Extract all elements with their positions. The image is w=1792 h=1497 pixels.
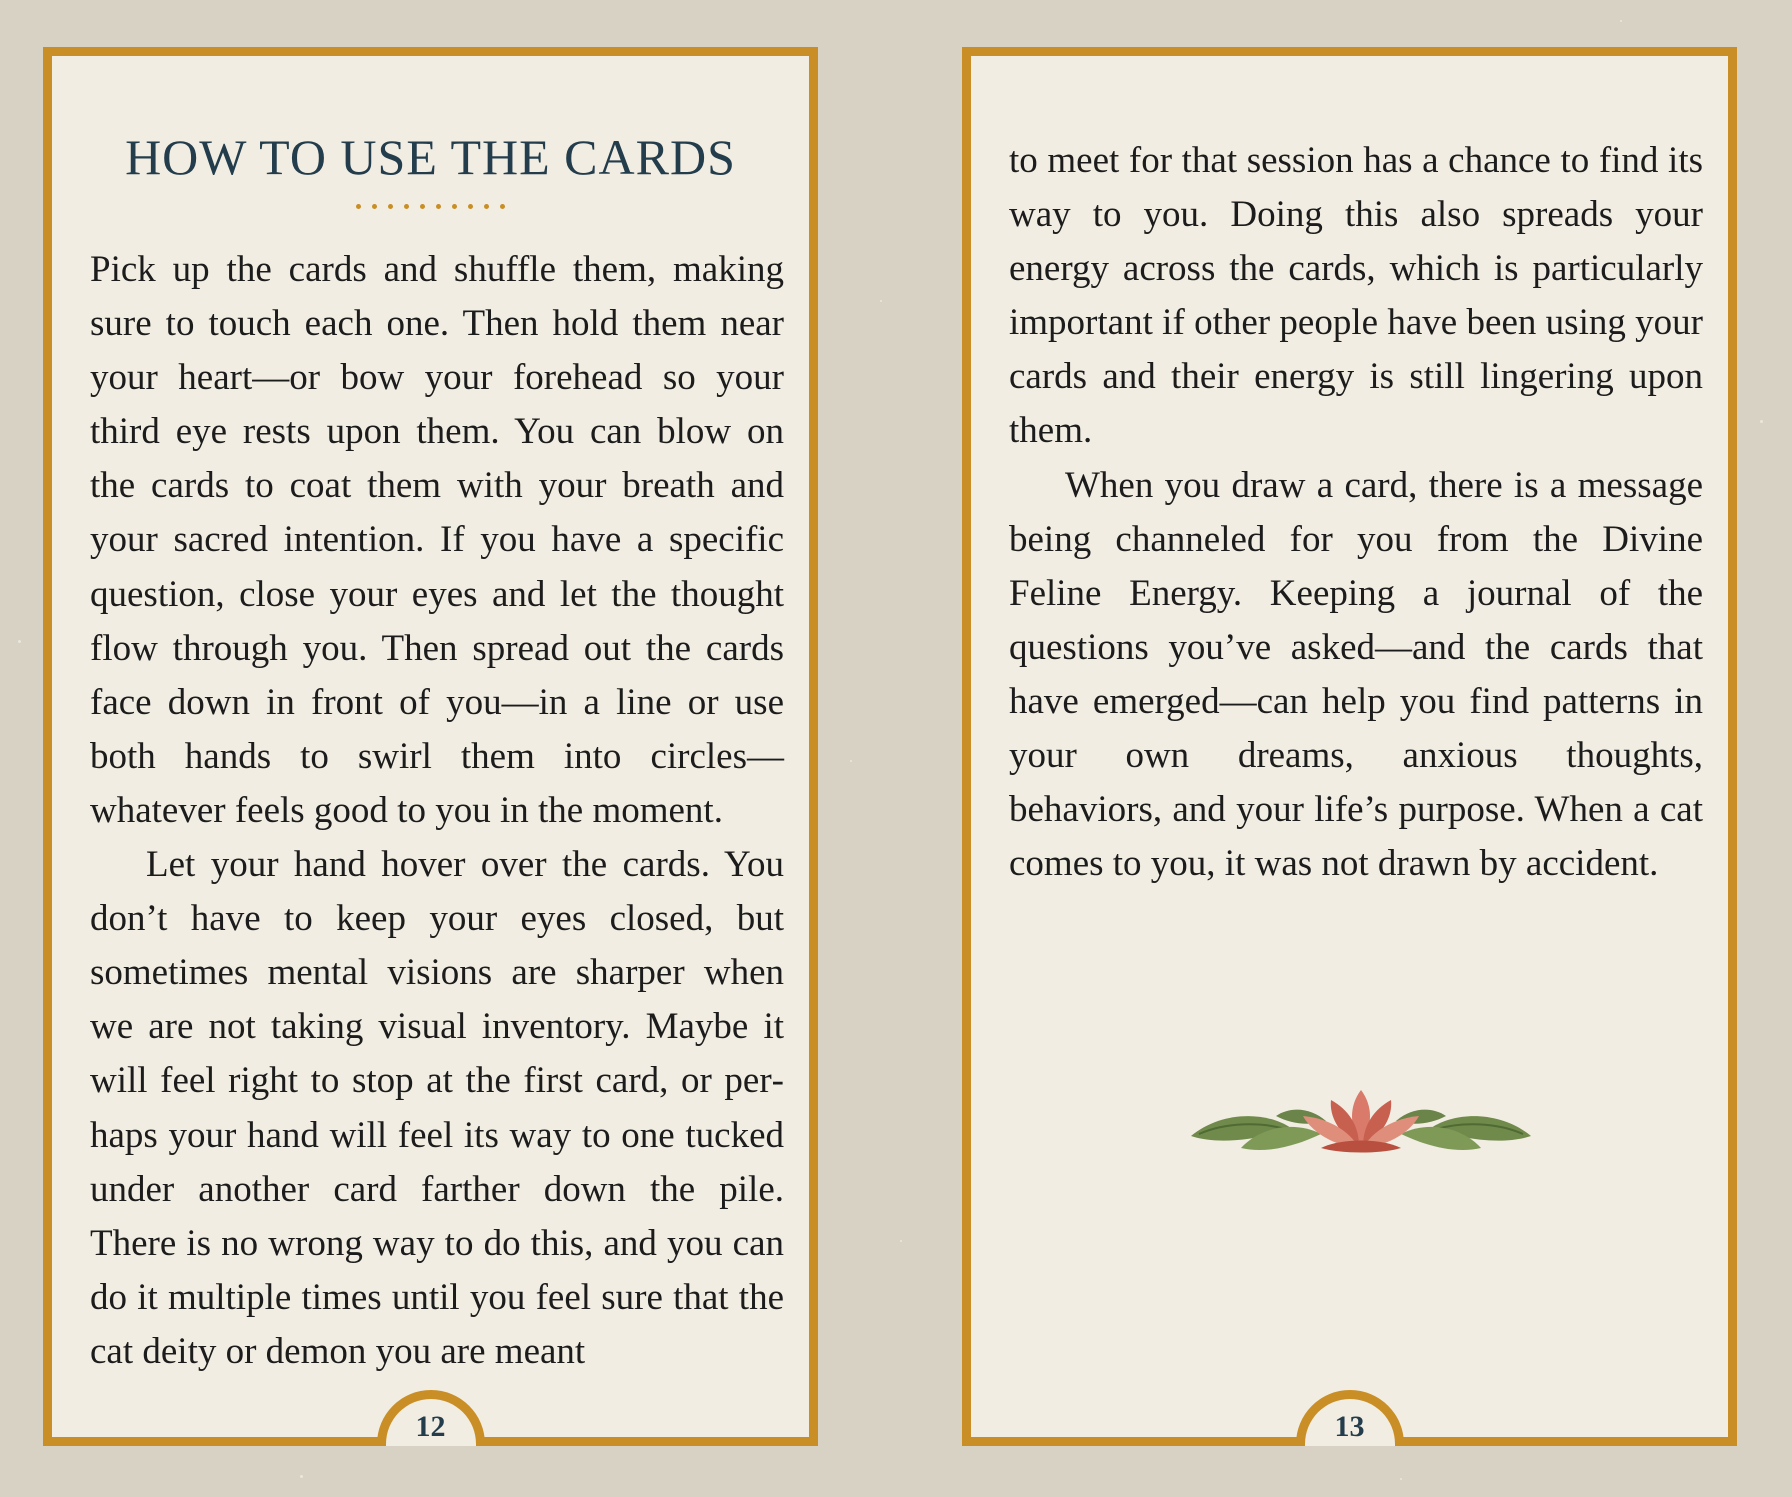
page-number: 13 [1334, 1410, 1365, 1443]
paragraph: When you draw a card, there is a message being channeled for you from the Divine Feline Energy. Keeping a journal of the questions you’ve asked—and the cards that have emerged—can help you find patterns in your own dreams, anxious thoughts, behaviors, and your life’s purpose. When a cat comes to you, it was not drawn by accident. [1009, 464, 1703, 885]
paragraph: to meet for that session has a chance to find its way to you. Doing this also spreads your energy across the cards, which is particularly important if other people have been using your cards and their energy is still lingering upon them. [1009, 140, 1703, 452]
page-heading: HOW TO USE THE CARDS [125, 129, 736, 185]
right-body-text [1009, 134, 1703, 891]
paragraph: Pick up the cards and shuffle them, making sure to touch each one. Then hold them near your heart—or bow your forehead so your third eye rests upon them. You can blow on the cards to coat them with your breath and your sacred intention. If you have a specific question, close your eyes and let the thought flow through you. Then spread out the cards face down in front of you—in a line or use both hands to swirl them into circles—whatever feels good to you in the moment. [90, 249, 784, 831]
right-page [962, 47, 1737, 1446]
left-page [43, 47, 818, 1446]
lotus-flower-icon [1181, 1086, 1541, 1166]
page-number-tab [377, 1390, 485, 1446]
left-body-text [90, 243, 784, 1379]
page-number: 12 [415, 1410, 446, 1443]
page-number-tab [1296, 1390, 1404, 1446]
heading-dot-divider [52, 204, 809, 209]
paragraph: Let your hand hover over the cards. You don’t have to keep your eyes closed, but sometimes mental visions are sharper when we are not taking visual inventory. Maybe it will feel right to stop at the first card, or perhaps your hand will feel its way to one tucked under another card farther down the pile. There is no wrong way to do this, and you can do it multiple times until you feel sure that the cat deity or demon you are meant [90, 844, 784, 1372]
